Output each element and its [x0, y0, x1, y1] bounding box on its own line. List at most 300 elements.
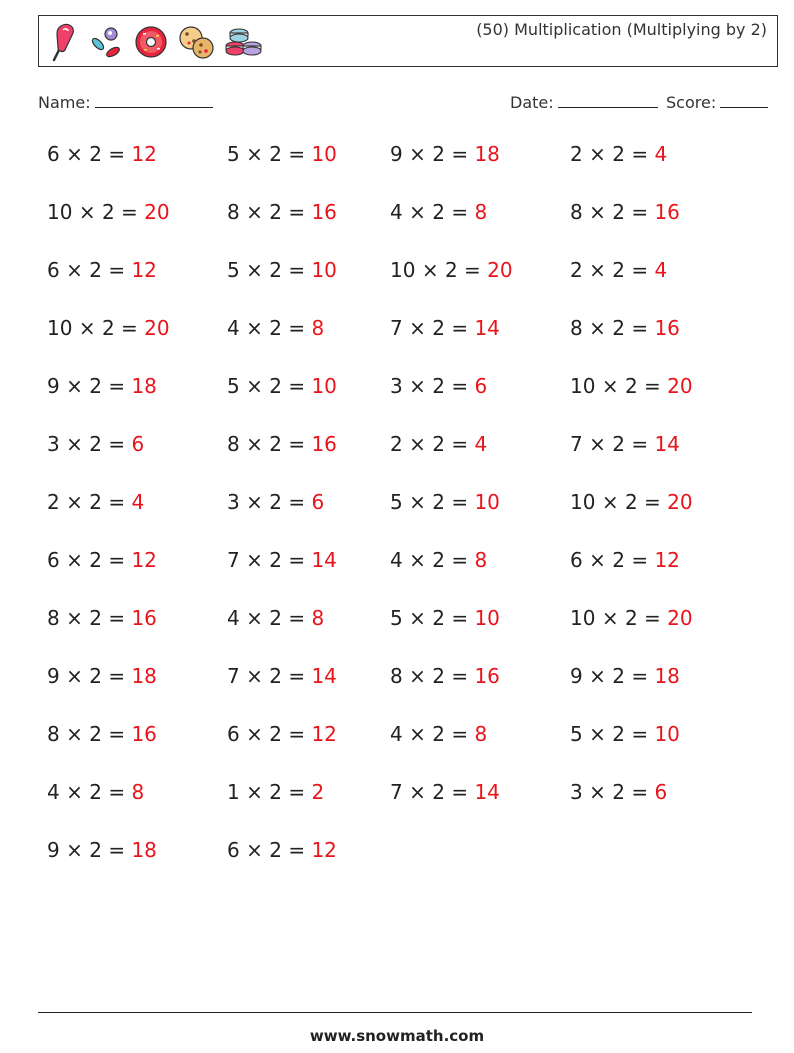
factor-a: 4: [390, 722, 403, 746]
answer: 16: [474, 664, 500, 688]
answer: 10: [311, 258, 337, 282]
answer: 6: [474, 374, 488, 398]
factor-b: 2: [269, 316, 282, 340]
problem-item: [227, 316, 324, 340]
equals-sign: =: [288, 838, 306, 862]
factor-b: 2: [269, 722, 282, 746]
factor-a: 7: [390, 316, 403, 340]
times-sign: ×: [409, 142, 426, 166]
times-sign: ×: [66, 780, 83, 804]
factor-a: 9: [47, 664, 60, 688]
times-sign: ×: [246, 606, 263, 630]
times-sign: ×: [246, 142, 263, 166]
factor-b: 2: [89, 722, 102, 746]
equals-sign: =: [288, 200, 306, 224]
factor-b: 2: [89, 548, 102, 572]
problem-item: [47, 490, 144, 514]
equals-sign: =: [108, 548, 126, 572]
problem-item: [390, 258, 513, 282]
factor-b: 2: [269, 490, 282, 514]
answer: 8: [131, 780, 145, 804]
problem-item: [227, 142, 337, 166]
factor-b: 2: [612, 258, 625, 282]
times-sign: ×: [589, 200, 606, 224]
factor-a: 7: [227, 548, 240, 572]
times-sign: ×: [66, 142, 83, 166]
problem-item: [227, 490, 324, 514]
cookies-icon: [177, 22, 215, 62]
times-sign: ×: [66, 606, 83, 630]
answer: 12: [131, 548, 157, 572]
factor-b: 2: [89, 780, 102, 804]
factor-b: 2: [612, 432, 625, 456]
equals-sign: =: [451, 142, 469, 166]
factor-b: 2: [89, 606, 102, 630]
factor-b: 2: [612, 316, 625, 340]
equals-sign: =: [451, 432, 469, 456]
equals-sign: =: [451, 606, 469, 630]
times-sign: ×: [409, 374, 426, 398]
problem-item: [47, 258, 157, 282]
factor-a: 8: [227, 432, 240, 456]
factor-a: 8: [47, 606, 60, 630]
answer: 16: [311, 200, 337, 224]
equals-sign: =: [288, 258, 306, 282]
times-sign: ×: [246, 200, 263, 224]
factor-b: 2: [269, 432, 282, 456]
factor-a: 2: [570, 142, 583, 166]
times-sign: ×: [66, 664, 83, 688]
problem-item: [390, 664, 500, 688]
times-sign: ×: [409, 548, 426, 572]
equals-sign: =: [631, 142, 649, 166]
answer: 8: [311, 316, 325, 340]
factor-a: 10: [570, 606, 596, 630]
factor-a: 3: [570, 780, 583, 804]
equals-sign: =: [451, 722, 469, 746]
answer: 12: [654, 548, 680, 572]
equals-sign: =: [108, 374, 126, 398]
times-sign: ×: [589, 722, 606, 746]
times-sign: ×: [589, 780, 606, 804]
factor-b: 2: [89, 838, 102, 862]
factor-b: 2: [624, 374, 638, 398]
equals-sign: =: [631, 200, 649, 224]
problem-item: [227, 374, 337, 398]
times-sign: ×: [66, 374, 83, 398]
problem-item: [47, 432, 144, 456]
factor-b: 2: [269, 142, 282, 166]
problem-item: [390, 200, 487, 224]
times-sign: ×: [421, 258, 439, 282]
answer: 16: [131, 722, 157, 746]
factor-b: 2: [432, 374, 445, 398]
factor-a: 2: [390, 432, 403, 456]
factor-b: 2: [89, 432, 102, 456]
times-sign: ×: [589, 432, 606, 456]
times-sign: ×: [589, 548, 606, 572]
answer: 6: [311, 490, 325, 514]
problem-item: [390, 780, 500, 804]
factor-b: 2: [269, 838, 282, 862]
times-sign: ×: [589, 664, 606, 688]
answer: 14: [654, 432, 680, 456]
answer: 12: [311, 838, 337, 862]
problem-item: [570, 548, 680, 572]
times-sign: ×: [66, 490, 83, 514]
factor-b: 2: [444, 258, 458, 282]
answer: 10: [474, 490, 500, 514]
times-sign: ×: [409, 780, 426, 804]
equals-sign: =: [631, 548, 649, 572]
problem-item: [227, 780, 324, 804]
worksheet-header: [38, 15, 778, 67]
problem-item: [47, 142, 157, 166]
factor-a: 10: [570, 374, 596, 398]
problem-item: [227, 200, 337, 224]
factor-a: 10: [47, 200, 73, 224]
times-sign: ×: [246, 258, 263, 282]
footer-url: www.snowmath.com: [309, 1027, 485, 1045]
answer: 8: [474, 722, 488, 746]
answer: 12: [131, 142, 157, 166]
answer: 8: [474, 548, 488, 572]
times-sign: ×: [78, 200, 96, 224]
answer: 6: [654, 780, 668, 804]
equals-sign: =: [631, 780, 649, 804]
factor-a: 1: [227, 780, 240, 804]
problem-item: [47, 374, 157, 398]
equals-sign: =: [451, 664, 469, 688]
factor-a: 7: [227, 664, 240, 688]
equals-sign: =: [288, 374, 306, 398]
factor-a: 9: [47, 838, 60, 862]
factor-a: 7: [570, 432, 583, 456]
factor-b: 2: [432, 780, 445, 804]
problem-item: [227, 258, 337, 282]
answer: 8: [311, 606, 325, 630]
times-sign: ×: [246, 548, 263, 572]
times-sign: ×: [589, 142, 606, 166]
factor-a: 8: [390, 664, 403, 688]
problem-item: [570, 606, 693, 630]
problem-grid: [47, 142, 767, 902]
answer: 20: [487, 258, 513, 282]
times-sign: ×: [246, 490, 263, 514]
problem-item: [227, 722, 337, 746]
equals-sign: =: [451, 200, 469, 224]
problem-item: [227, 838, 337, 862]
factor-b: 2: [432, 316, 445, 340]
equals-sign: =: [644, 606, 661, 630]
times-sign: ×: [246, 780, 263, 804]
times-sign: ×: [78, 316, 96, 340]
answer: 10: [474, 606, 500, 630]
popsicle-icon: [47, 22, 81, 62]
times-sign: ×: [601, 490, 619, 514]
factor-b: 2: [432, 548, 445, 572]
times-sign: ×: [409, 664, 426, 688]
factor-a: 6: [227, 722, 240, 746]
factor-b: 2: [101, 316, 115, 340]
factor-b: 2: [624, 490, 638, 514]
factor-a: 4: [227, 606, 240, 630]
equals-sign: =: [451, 374, 469, 398]
times-sign: ×: [66, 432, 83, 456]
score-field[interactable]: [666, 93, 768, 112]
factor-b: 2: [612, 780, 625, 804]
equals-sign: =: [108, 606, 126, 630]
answer: 12: [131, 258, 157, 282]
equals-sign: =: [644, 374, 661, 398]
factor-a: 4: [390, 548, 403, 572]
answer: 10: [654, 722, 680, 746]
equals-sign: =: [288, 548, 306, 572]
answer: 6: [131, 432, 145, 456]
factor-b: 2: [101, 200, 115, 224]
equals-sign: =: [108, 838, 126, 862]
problem-item: [390, 548, 487, 572]
problem-item: [390, 142, 500, 166]
factor-a: 9: [390, 142, 403, 166]
factor-b: 2: [612, 548, 625, 572]
problem-item: [570, 142, 667, 166]
factor-b: 2: [432, 606, 445, 630]
factor-a: 8: [47, 722, 60, 746]
factor-b: 2: [432, 664, 445, 688]
equals-sign: =: [108, 664, 126, 688]
factor-a: 5: [390, 606, 403, 630]
answer: 20: [667, 606, 693, 630]
equals-sign: =: [108, 142, 126, 166]
date-field[interactable]: [510, 93, 658, 112]
header-icons: [47, 22, 263, 62]
answer: 14: [474, 780, 500, 804]
answer: 4: [654, 142, 668, 166]
factor-a: 5: [227, 374, 240, 398]
factor-b: 2: [612, 664, 625, 688]
equals-sign: =: [451, 780, 469, 804]
problem-item: [390, 432, 487, 456]
answer: 16: [311, 432, 337, 456]
answer: 18: [654, 664, 680, 688]
times-sign: ×: [409, 316, 426, 340]
answer: 16: [131, 606, 157, 630]
answer: 18: [131, 374, 157, 398]
answer: 14: [311, 548, 337, 572]
problem-item: [227, 432, 337, 456]
factor-b: 2: [269, 374, 282, 398]
factor-a: 10: [47, 316, 73, 340]
times-sign: ×: [409, 490, 426, 514]
times-sign: ×: [589, 258, 606, 282]
problem-item: [390, 374, 487, 398]
problem-item: [570, 722, 680, 746]
factor-a: 2: [570, 258, 583, 282]
answer: 20: [144, 200, 170, 224]
factor-a: 9: [47, 374, 60, 398]
factor-a: 4: [47, 780, 60, 804]
factor-a: 3: [47, 432, 60, 456]
equals-sign: =: [288, 142, 306, 166]
answer: 16: [654, 200, 680, 224]
times-sign: ×: [246, 374, 263, 398]
equals-sign: =: [108, 780, 126, 804]
times-sign: ×: [66, 548, 83, 572]
factor-a: 8: [570, 200, 583, 224]
answer: 4: [474, 432, 488, 456]
problem-item: [227, 664, 337, 688]
factor-b: 2: [89, 490, 102, 514]
factor-b: 2: [89, 258, 102, 282]
equals-sign: =: [288, 780, 306, 804]
factor-a: 8: [227, 200, 240, 224]
equals-sign: =: [108, 490, 126, 514]
problem-item: [47, 838, 157, 862]
equals-sign: =: [451, 490, 469, 514]
problem-item: [390, 316, 500, 340]
factor-a: 6: [47, 548, 60, 572]
times-sign: ×: [66, 838, 83, 862]
answer: 10: [311, 374, 337, 398]
factor-a: 10: [570, 490, 596, 514]
date-blank[interactable]: [558, 93, 658, 108]
equals-sign: =: [631, 316, 649, 340]
times-sign: ×: [246, 432, 263, 456]
macarons-icon: [223, 22, 263, 62]
equals-sign: =: [644, 490, 661, 514]
answer: 10: [311, 142, 337, 166]
factor-b: 2: [432, 432, 445, 456]
factor-a: 8: [570, 316, 583, 340]
footer-divider: [38, 1012, 752, 1013]
factor-a: 6: [570, 548, 583, 572]
problem-item: [570, 258, 667, 282]
factor-a: 9: [570, 664, 583, 688]
answer: 20: [667, 374, 693, 398]
problem-item: [47, 548, 157, 572]
problem-item: [570, 200, 680, 224]
answer: 14: [474, 316, 500, 340]
factor-b: 2: [269, 258, 282, 282]
problem-item: [570, 490, 693, 514]
factor-a: 5: [227, 142, 240, 166]
problem-item: [227, 548, 337, 572]
times-sign: ×: [589, 316, 606, 340]
problem-item: [47, 606, 157, 630]
answer: 8: [474, 200, 488, 224]
factor-b: 2: [89, 374, 102, 398]
problem-item: [570, 316, 680, 340]
score-blank[interactable]: [720, 93, 768, 108]
factor-a: 2: [47, 490, 60, 514]
equals-sign: =: [631, 722, 649, 746]
factor-a: 6: [47, 258, 60, 282]
name-field[interactable]: [38, 93, 213, 112]
factor-a: 5: [227, 258, 240, 282]
times-sign: ×: [66, 258, 83, 282]
factor-a: 7: [390, 780, 403, 804]
answer: 2: [311, 780, 325, 804]
factor-a: 10: [390, 258, 416, 282]
times-sign: ×: [246, 722, 263, 746]
factor-b: 2: [269, 200, 282, 224]
times-sign: ×: [409, 722, 426, 746]
worksheet-title: (50) Multiplication (Multiplying by 2): [476, 20, 767, 39]
problem-item: [570, 432, 680, 456]
factor-a: 3: [227, 490, 240, 514]
answer: 4: [654, 258, 668, 282]
factor-b: 2: [612, 200, 625, 224]
problem-item: [47, 200, 170, 224]
times-sign: ×: [409, 606, 426, 630]
equals-sign: =: [288, 722, 306, 746]
factor-a: 4: [227, 316, 240, 340]
times-sign: ×: [601, 606, 619, 630]
factor-b: 2: [269, 780, 282, 804]
problem-item: [47, 780, 144, 804]
factor-b: 2: [432, 142, 445, 166]
factor-a: 4: [390, 200, 403, 224]
factor-b: 2: [612, 722, 625, 746]
score-label: Score:: [666, 93, 717, 112]
equals-sign: =: [288, 432, 306, 456]
equals-sign: =: [631, 432, 649, 456]
answer: 16: [654, 316, 680, 340]
problem-item: [570, 374, 693, 398]
equals-sign: =: [121, 200, 138, 224]
factor-b: 2: [432, 722, 445, 746]
factor-b: 2: [89, 142, 102, 166]
date-label: Date:: [510, 93, 554, 112]
times-sign: ×: [601, 374, 619, 398]
problem-item: [47, 722, 157, 746]
factor-b: 2: [269, 664, 282, 688]
equals-sign: =: [631, 664, 649, 688]
factor-a: 3: [390, 374, 403, 398]
answer: 4: [131, 490, 145, 514]
equals-sign: =: [464, 258, 481, 282]
problem-item: [390, 606, 500, 630]
times-sign: ×: [246, 664, 263, 688]
candies-icon: [89, 22, 125, 62]
answer: 12: [311, 722, 337, 746]
factor-b: 2: [269, 606, 282, 630]
factor-b: 2: [612, 142, 625, 166]
donut-icon: [133, 22, 169, 62]
problem-item: [47, 664, 157, 688]
problem-item: [570, 780, 667, 804]
equals-sign: =: [451, 316, 469, 340]
equals-sign: =: [108, 722, 126, 746]
name-blank[interactable]: [95, 93, 213, 108]
equals-sign: =: [451, 548, 469, 572]
times-sign: ×: [409, 200, 426, 224]
answer: 18: [474, 142, 500, 166]
factor-b: 2: [89, 664, 102, 688]
times-sign: ×: [66, 722, 83, 746]
problem-item: [570, 664, 680, 688]
equals-sign: =: [631, 258, 649, 282]
answer: 20: [667, 490, 693, 514]
problem-item: [227, 606, 324, 630]
times-sign: ×: [409, 432, 426, 456]
times-sign: ×: [246, 316, 263, 340]
answer: 18: [131, 664, 157, 688]
answer: 14: [311, 664, 337, 688]
problem-item: [390, 490, 500, 514]
problem-item: [47, 316, 170, 340]
